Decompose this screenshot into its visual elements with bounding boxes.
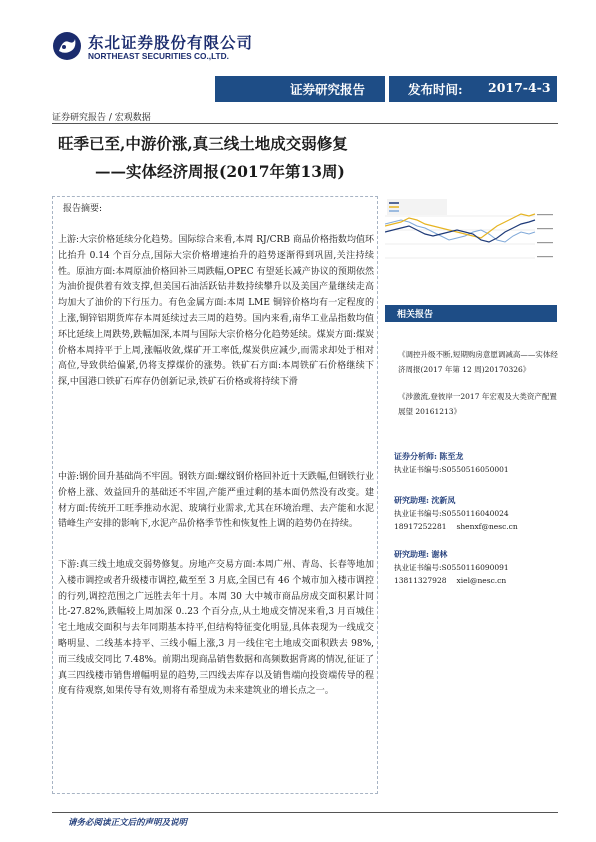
analyst-card <box>394 450 509 476</box>
axis-tick <box>537 242 553 243</box>
company-logo <box>52 27 262 67</box>
paragraph-text: 上游:大宗价格延续分化趋势。国际综合来看,本周 RJ/CRB 商品价格指数均值环比抬升 0.14 个百分点,国际大宗价格增速抬升的趋势逐渐得到巩固,关注持续性。原油方面:本周原油价格回补三周跌幅,OPEC 有望延长减产协议的预期依然为油价提供着有效支撑,但美国石油活跃钻井数持续攀升以及美国产量继续走高均加大了油价的下行压力。有色金属方面:本周 LME 铜锌价格均有一定程度的上涨,铜锌铝期货库存本周延续过去三周的趋势。国内来看,南华工业品指数均值环比延续上周跌势,跌幅加深,本周与国际大宗价格分化趋势延续。煤炭方面:煤炭价格本周持平于上周,涨幅收敛,煤矿开工率低,煤炭供应减少,而需求却处于相对高位,导致供给偏紧,仍将支撑煤价的涨势。铁矿石方面:本周铁矿石价格继续下探,中国港口铁矿石库存仍创新记录,铁矿石价格或将持续下滑 <box>58 235 374 388</box>
analyst-cert-line <box>394 561 509 574</box>
publish-date: 2017-4-3 <box>488 80 551 95</box>
chart-legend <box>387 199 447 215</box>
cert-number: S0550116040024 <box>441 509 509 518</box>
analyst-role-line <box>394 450 509 463</box>
company-name-en: NORTHEAST SECURITIES CO.,LTD. <box>88 51 229 61</box>
analyst-role: 研究助理: <box>394 549 429 559</box>
page-title: 旺季已至,中游价涨,真三线土地成交弱修复 <box>58 134 348 153</box>
abstract-paragraph-midstream <box>58 470 374 533</box>
chart-axis-ticks <box>537 214 553 257</box>
price-trend-chart <box>385 196 557 274</box>
axis-tick <box>537 214 553 215</box>
analyst-role: 证券分析师: <box>394 451 437 461</box>
paragraph-text: 中游:钢价回升基础尚不牢固。钢铁方面:螺纹钢价格回补近十天跌幅,但钢铁行业价格上涨、效益回升的基础还不牢固,产能严重过剩的基本面仍然没有改变。建材方面:传统开工旺季推动水泥、玻璃行业需求,尤其在环境治理、去产能和水泥错峰生产安排的影响下,水泥产品价格季节性和恢复性上调的趋势仍在持续。 <box>58 472 374 530</box>
analyst-email[interactable]: xiel@nesc.cn <box>456 576 507 585</box>
axis-tick <box>537 228 553 229</box>
footer-rule <box>52 812 558 813</box>
analyst-cert-line <box>394 507 518 520</box>
analyst-name: 陈至龙 <box>439 451 464 461</box>
date-label: 发布时间: <box>408 82 463 97</box>
page-subtitle: ——实体经济周报(2017年第13周) <box>95 162 345 181</box>
analyst-phone: 13811327928 <box>394 576 447 585</box>
breadcrumb: 证券研究报告 / 宏观数据 <box>52 113 151 123</box>
cert-number: S0550516050001 <box>441 465 509 474</box>
analyst-email[interactable]: shenxf@nesc.cn <box>456 522 518 531</box>
breadcrumb-rule <box>52 123 558 124</box>
chart-series-line <box>385 220 535 242</box>
header-band-separator <box>385 76 389 102</box>
footer-disclaimer: 请务必阅读正文后的声明及说明 <box>68 818 188 828</box>
paragraph-text: 下游:真三线土地成交弱势修复。房地产交易方面:本周广州、青岛、长春等地加入楼市调控或者升级楼市调控,截至至 3 月底,全国已有 46 个城市加入楼市调控的行列,调控范围之广远胜去年十月。本周 30 大中城市商品房成交面积累计同比-27.82%,跌幅较上周加深 0..23 个百分点,从土地成交情况来看,3 月百城住宅土地成交面积与去年同期基本持平,但结构特征变化明显,具体表现为一线成交略明显、二线基本持平、三线小幅上涨,3 月一线住宅土地成交面积跌去 98%,而三线成交同比 7.48%。前期出现商品销售数据和高频数据背离的情况,征证了真三四线楼市销售增幅明显的趋势,三四线去库存以及销售端向投资端传导的程度有待观察,如果传导有效,则将有希望成为未来建筑业的增长点之一。 <box>58 560 374 697</box>
analyst-cert-line <box>394 463 509 476</box>
cert-label: 执业证书编号: <box>394 509 442 518</box>
analyst-name: 谢林 <box>431 549 448 559</box>
related-report-item[interactable]: 《涉激流,登彼岸一2017 年宏观及大类资产配置展望 20161213》 <box>398 392 557 416</box>
cert-number: S0550116090091 <box>441 563 509 572</box>
northeast-securities-logo-icon <box>52 31 82 61</box>
analyst-role-line <box>394 548 509 561</box>
related-reports-title: 相关报告 <box>397 310 434 320</box>
abstract-paragraph-downstream <box>58 558 374 700</box>
analyst-name: 沈新凤 <box>431 495 456 505</box>
cert-label: 执业证书编号: <box>394 563 442 572</box>
cert-label: 执业证书编号: <box>394 465 442 474</box>
abstract-paragraph-upstream <box>58 233 374 391</box>
analyst-contact-line <box>394 574 509 587</box>
analyst-phone: 18917252281 <box>394 522 447 531</box>
analyst-role-line <box>394 494 518 507</box>
related-report-item[interactable]: 《调控升级不断,短期购房意愿调减高——实体经济周报(2017 年第 12 周)20170326》 <box>398 350 558 374</box>
abstract-label: 报告摘要: <box>63 204 103 214</box>
report-type: 证券研究报告 <box>290 82 366 97</box>
axis-tick <box>537 256 553 257</box>
company-name-cn: 东北证券股份有限公司 <box>88 34 254 52</box>
analyst-card <box>394 494 518 533</box>
analyst-role: 研究助理: <box>394 495 429 505</box>
analyst-card <box>394 548 509 587</box>
analyst-contact-line <box>394 520 518 533</box>
